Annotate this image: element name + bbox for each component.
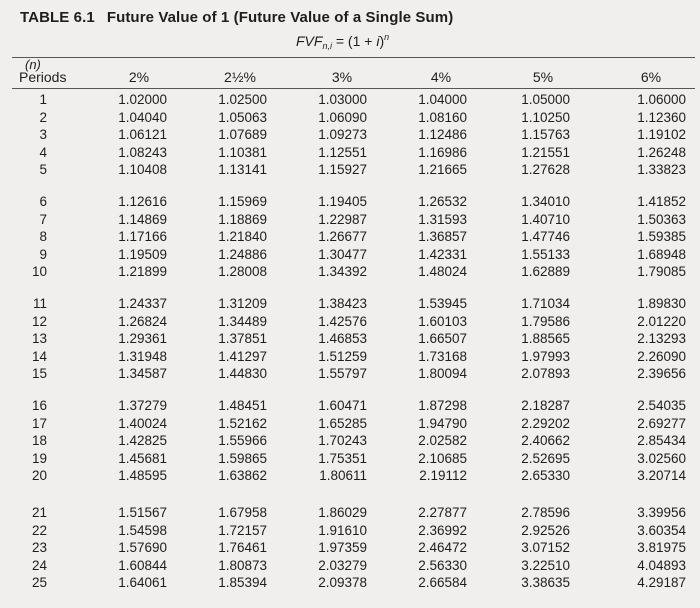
period-cell: 3: [39, 127, 47, 142]
value-cell: 1.94790: [418, 415, 467, 431]
value-cell: 1.71034: [521, 296, 570, 311]
value-cell: 1.46853: [318, 331, 367, 346]
value-cell: 2.26090: [637, 348, 686, 364]
value-cell: 1.34392: [318, 264, 367, 279]
value-cell: 1.60844: [118, 557, 167, 573]
value-cell: 2.46472: [418, 540, 467, 555]
value-cell: 3.39956: [637, 505, 686, 520]
value-cell: 1.18869: [218, 211, 267, 227]
value-cell: 2.69277: [637, 415, 686, 431]
value-cell: 1.80611: [319, 468, 367, 483]
value-cell: 1.31209: [218, 296, 267, 311]
value-cell: 1.22987: [318, 211, 367, 227]
value-cell: 2.78596: [521, 505, 570, 520]
header-top-rule: [12, 57, 695, 58]
value-cell: 3.22510: [521, 557, 570, 573]
value-cell: 1.15969: [218, 194, 267, 209]
value-cell: 1.73168: [418, 348, 467, 364]
value-cell: 1.87298: [418, 398, 467, 413]
value-cell: 1.21899: [118, 264, 167, 279]
value-cell: 1.08243: [118, 144, 167, 160]
value-cell: 1.72157: [218, 522, 267, 538]
value-cell: 2.01220: [637, 313, 686, 329]
value-cell: 1.41852: [637, 194, 686, 209]
value-cell: 1.12360: [637, 109, 686, 125]
value-cell: 1.05063: [218, 109, 267, 125]
value-cell: 1.12486: [418, 127, 467, 142]
value-cell: 1.19102: [637, 127, 686, 142]
value-cell: 1.51567: [118, 505, 167, 520]
value-cell: 2.65330: [521, 468, 570, 483]
period-cell: 10: [31, 264, 47, 279]
table-caption: Future Value of 1 (Future Value of a Single Sum): [106, 9, 454, 26]
period-cell: 11: [32, 296, 47, 311]
value-cell: 1.80873: [218, 557, 267, 573]
rate-header: 2%: [128, 69, 150, 85]
value-cell: 1.57690: [118, 540, 167, 555]
value-cell: 1.75351: [318, 450, 367, 466]
period-cell: 13: [31, 331, 47, 346]
value-cell: 1.15763: [521, 127, 570, 142]
period-cell: 20: [31, 468, 47, 483]
value-cell: 1.65285: [318, 415, 367, 431]
value-cell: 1.26532: [418, 194, 467, 209]
value-cell: 1.60103: [418, 313, 467, 329]
value-cell: 1.50363: [637, 211, 686, 227]
value-cell: 1.06090: [318, 109, 367, 125]
value-cell: 1.76461: [218, 540, 267, 555]
value-cell: 1.41297: [218, 348, 267, 364]
period-cell: 25: [31, 575, 47, 590]
value-cell: 1.55966: [218, 433, 267, 448]
rate-header: 6%: [640, 69, 662, 85]
value-cell: 1.79586: [521, 313, 570, 329]
value-cell: 1.37279: [118, 398, 167, 413]
value-cell: 1.38423: [318, 296, 367, 311]
value-cell: 1.16986: [418, 144, 467, 160]
value-cell: 1.28008: [218, 264, 267, 279]
rate-header: 3%: [331, 69, 353, 85]
value-cell: 1.30477: [318, 246, 367, 262]
value-cell: 1.48451: [218, 398, 267, 413]
value-cell: 1.44830: [218, 366, 267, 381]
value-cell: 3.02560: [637, 450, 686, 466]
value-cell: 1.64061: [118, 575, 167, 590]
rate-header: 2½%: [224, 69, 256, 85]
value-cell: 1.15927: [318, 162, 367, 177]
value-cell: 3.20714: [637, 468, 686, 483]
value-cell: 1.85394: [218, 575, 267, 590]
value-cell: 1.63862: [218, 468, 267, 483]
period-cell: 5: [39, 162, 47, 177]
period-cell: 14: [31, 348, 47, 364]
value-cell: 1.40710: [521, 211, 570, 227]
value-cell: 1.40024: [118, 415, 167, 431]
value-cell: 2.56330: [418, 557, 467, 573]
value-cell: 1.34587: [118, 366, 167, 381]
value-cell: 1.10381: [218, 144, 267, 160]
value-cell: 1.13141: [218, 162, 267, 177]
value-cell: 1.48595: [118, 468, 167, 483]
period-cell: 24: [31, 557, 47, 573]
table-number: TABLE 6.1: [20, 9, 95, 26]
value-cell: 2.27877: [418, 505, 467, 520]
period-cell: 7: [39, 211, 47, 227]
value-cell: 2.36992: [418, 522, 467, 538]
value-cell: 2.09378: [318, 575, 367, 590]
value-cell: 1.21665: [418, 162, 467, 177]
value-cell: 1.31593: [418, 211, 467, 227]
value-cell: 2.19112: [419, 468, 467, 483]
period-cell: 17: [31, 415, 47, 431]
period-cell: 2: [39, 109, 47, 125]
value-cell: 1.05000: [521, 92, 570, 107]
rate-header: 5%: [532, 69, 554, 85]
value-cell: 1.47746: [521, 229, 570, 244]
value-cell: 1.26248: [637, 144, 686, 160]
value-cell: 1.97993: [521, 348, 570, 364]
value-cell: 1.45681: [118, 450, 167, 466]
value-cell: 3.07152: [521, 540, 570, 555]
value-cell: 1.51259: [318, 348, 367, 364]
value-cell: 2.07893: [521, 366, 570, 381]
value-cell: 2.02582: [418, 433, 467, 448]
value-cell: 1.12551: [318, 144, 367, 160]
period-cell: 16: [31, 398, 47, 413]
value-cell: 1.33823: [637, 162, 686, 177]
value-cell: 1.31948: [118, 348, 167, 364]
value-cell: 1.34489: [218, 313, 267, 329]
value-cell: 1.02500: [218, 92, 267, 107]
period-cell: 9: [39, 246, 47, 262]
formula-close: ): [379, 33, 385, 49]
value-cell: 1.34010: [521, 194, 570, 209]
value-cell: 2.03279: [318, 557, 367, 573]
value-cell: 1.91610: [318, 522, 367, 538]
value-cell: 1.06000: [637, 92, 686, 107]
value-cell: 1.55133: [521, 246, 570, 262]
value-cell: 2.39656: [637, 366, 686, 381]
period-cell: 22: [31, 522, 47, 538]
period-cell: 21: [31, 505, 47, 520]
value-cell: 2.10685: [418, 450, 467, 466]
value-cell: 3.81975: [637, 540, 686, 555]
value-cell: 1.42825: [118, 433, 167, 448]
n-label: (n): [25, 57, 41, 72]
value-cell: 1.07689: [218, 127, 267, 142]
formula-exponent: n: [384, 32, 390, 42]
value-cell: 1.10250: [521, 109, 570, 125]
value-cell: 1.53945: [418, 296, 467, 311]
value-cell: 1.80094: [418, 366, 467, 381]
value-cell: 2.52695: [521, 450, 570, 466]
value-cell: 1.79085: [637, 264, 686, 279]
value-cell: 1.29361: [118, 331, 167, 346]
value-cell: 1.04040: [118, 109, 167, 125]
formula-lhs: FVF: [296, 33, 323, 49]
value-cell: 1.10408: [118, 162, 167, 177]
value-cell: 1.14869: [118, 211, 167, 227]
table-title: [20, 9, 453, 26]
value-cell: 1.59865: [218, 450, 267, 466]
value-cell: 1.19509: [118, 246, 167, 262]
value-cell: 1.27628: [521, 162, 570, 177]
period-cell: 12: [31, 313, 47, 329]
value-cell: 1.12616: [118, 194, 167, 209]
period-cell: 23: [31, 540, 47, 555]
value-cell: 2.29202: [521, 415, 570, 431]
period-cell: 18: [31, 433, 47, 448]
value-cell: 1.70243: [318, 433, 367, 448]
period-cell: 1: [39, 92, 47, 107]
header-bottom-rule: [12, 88, 695, 89]
period-cell: 6: [39, 194, 47, 209]
value-cell: 1.19405: [318, 194, 367, 209]
value-cell: 1.06121: [118, 127, 167, 142]
value-cell: 2.40662: [521, 433, 570, 448]
value-cell: 1.42576: [318, 313, 367, 329]
value-cell: 1.59385: [637, 229, 686, 244]
value-cell: 4.29187: [637, 575, 686, 590]
value-cell: 3.60354: [637, 522, 686, 538]
value-cell: 2.85434: [637, 433, 686, 448]
value-cell: 1.52162: [218, 415, 267, 431]
value-cell: 2.54035: [637, 398, 686, 413]
value-cell: 1.03000: [318, 92, 367, 107]
value-cell: 1.42331: [418, 246, 467, 262]
value-cell: 2.18287: [521, 398, 570, 413]
periods-header: Periods: [19, 69, 67, 85]
value-cell: 1.55797: [318, 366, 367, 381]
value-cell: 1.62889: [521, 264, 570, 279]
rate-header: 4%: [430, 69, 452, 85]
value-cell: 3.38635: [521, 575, 570, 590]
value-cell: 1.26677: [318, 229, 367, 244]
value-cell: 1.24886: [218, 246, 267, 262]
value-cell: 1.08160: [418, 109, 467, 125]
period-cell: 8: [39, 229, 47, 244]
value-cell: 2.66584: [418, 575, 467, 590]
value-cell: 1.17166: [118, 229, 167, 244]
value-cell: 1.36857: [418, 229, 467, 244]
value-cell: 1.09273: [318, 127, 367, 142]
value-cell: 1.21840: [218, 229, 267, 244]
value-cell: 1.48024: [418, 264, 467, 279]
value-cell: 1.04000: [418, 92, 467, 107]
value-cell: 1.88565: [521, 331, 570, 346]
formula-subscript: n,i: [322, 41, 332, 51]
formula: [296, 32, 389, 51]
value-cell: 1.60471: [318, 398, 367, 413]
value-cell: 1.66507: [418, 331, 467, 346]
value-cell: 1.02000: [118, 92, 167, 107]
formula-eq: = (1 +: [331, 33, 377, 49]
value-cell: 1.97359: [318, 540, 367, 555]
period-cell: 15: [31, 366, 47, 381]
value-cell: 1.21551: [521, 144, 570, 160]
value-cell: 2.13293: [637, 331, 686, 346]
value-cell: 1.24337: [118, 296, 167, 311]
formula-var: i: [376, 33, 380, 49]
period-cell: 4: [39, 144, 47, 160]
value-cell: 1.68948: [637, 246, 686, 262]
value-cell: 1.67958: [218, 505, 267, 520]
period-cell: 19: [31, 450, 47, 466]
value-cell: 2.92526: [521, 522, 570, 538]
value-cell: 1.26824: [118, 313, 167, 329]
value-cell: 4.04893: [637, 557, 686, 573]
value-cell: 1.89830: [637, 296, 686, 311]
value-cell: 1.37851: [218, 331, 267, 346]
value-cell: 1.86029: [318, 505, 367, 520]
value-cell: 1.54598: [118, 522, 167, 538]
